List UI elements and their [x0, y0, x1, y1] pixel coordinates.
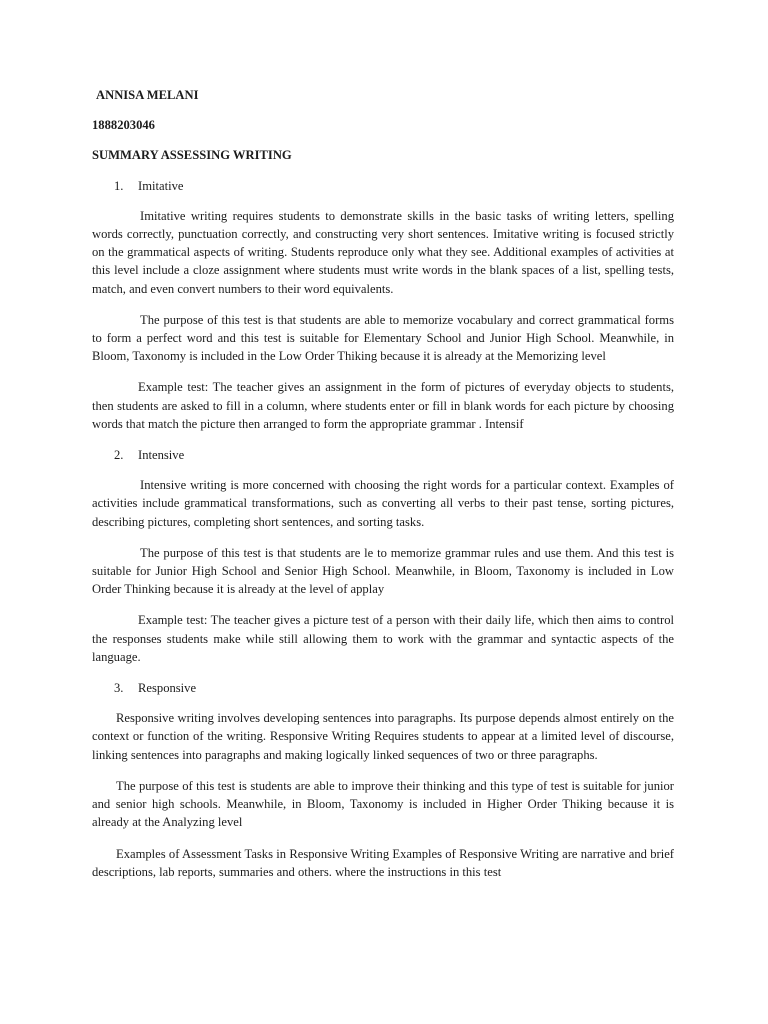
section-heading: Intensive [138, 448, 185, 463]
paragraph: Intensive writing is more concerned with choosing the right words for a particular context. Examples of activities include grammatical transformations, such as converting all verbs to their past tense, sorting pictures, describing pictures, completing short sentences, and sorting tasks. [92, 478, 674, 529]
document-body [92, 86, 674, 894]
section-number: 3. [114, 681, 124, 696]
section-number: 2. [114, 448, 124, 463]
paragraph: Example test: The teacher gives an assignment in the form of pictures of everyday objects to students, then students are asked to fill in a column, where students enter or fill in blank words for each picture by choosing words that match the picture then arranged to form the appropriate grammar . Intensif [92, 380, 674, 431]
paragraph: The purpose of this test is that students are able to memorize vocabulary and correct grammatical forms to form a perfect word and this test is suitable for Elementary School and Junior High School. Meanwhile, in Bloom, Taxonomy is included in the Low Order Thiking because it is already at the Memorizing level [92, 312, 674, 364]
paragraph: The purpose of this test is students are able to improve their thinking and this type of test is suitable for junior and senior high schools. Meanwhile, in Bloom, Taxonomy is included in Higher Order Thiking because it is already at the Analyzing level [92, 778, 674, 830]
section-heading-responsive [92, 679, 674, 697]
author-name: ANNISA MELANI [96, 88, 199, 102]
document-title: SUMMARY ASSESSING WRITING [92, 148, 292, 163]
paragraph: Example test: The teacher gives a picture test of a person with their daily life, which then aims to control the responses students make while still allowing them to work with the grammar and syntactic aspects of the language. [92, 613, 674, 664]
section-heading-intensive [92, 446, 674, 464]
paragraph: Examples of Assessment Tasks in Responsive Writing Examples of Responsive Writing are narrative and brief descriptions, lab reports, summaries and others. where the instructions in this test [92, 846, 674, 879]
section-heading: Responsive [138, 681, 197, 696]
paragraph: Imitative writing requires students to demonstrate skills in the basic tasks of writing letters, spelling words correctly, punctuation correctly, and constructing very short sentences. Imitative writing is focused strictly on the grammatical aspects of writing. Students reproduce only what they see. Additional examples of activities at this level include a cloze assignment where students must write words in the blank spaces of a list, spelling tests, match, and even convert numbers to their word equivalents. [92, 208, 674, 296]
paragraph: Responsive writing involves developing sentences into paragraphs. Its purpose depends almost entirely on the context or function of the writing. Responsive Writing Requires students to appear at a limited level of discourse, linking sentences into paragraphs and making logically linked sequences of two or three paragraphs. [92, 711, 674, 762]
section-number: 1. [114, 178, 124, 193]
section-heading-imitative [92, 177, 674, 195]
section-heading: Imitative [138, 178, 184, 193]
student-id: 1888203046 [92, 118, 155, 133]
paragraph: The purpose of this test is that students are le to memorize grammar rules and use them. And this test is suitable for Junior High School and Senior High School. Meanwhile, in Bloom, Taxonomy is included in Low Order Thinking because it is already at the level of applay [92, 545, 674, 597]
